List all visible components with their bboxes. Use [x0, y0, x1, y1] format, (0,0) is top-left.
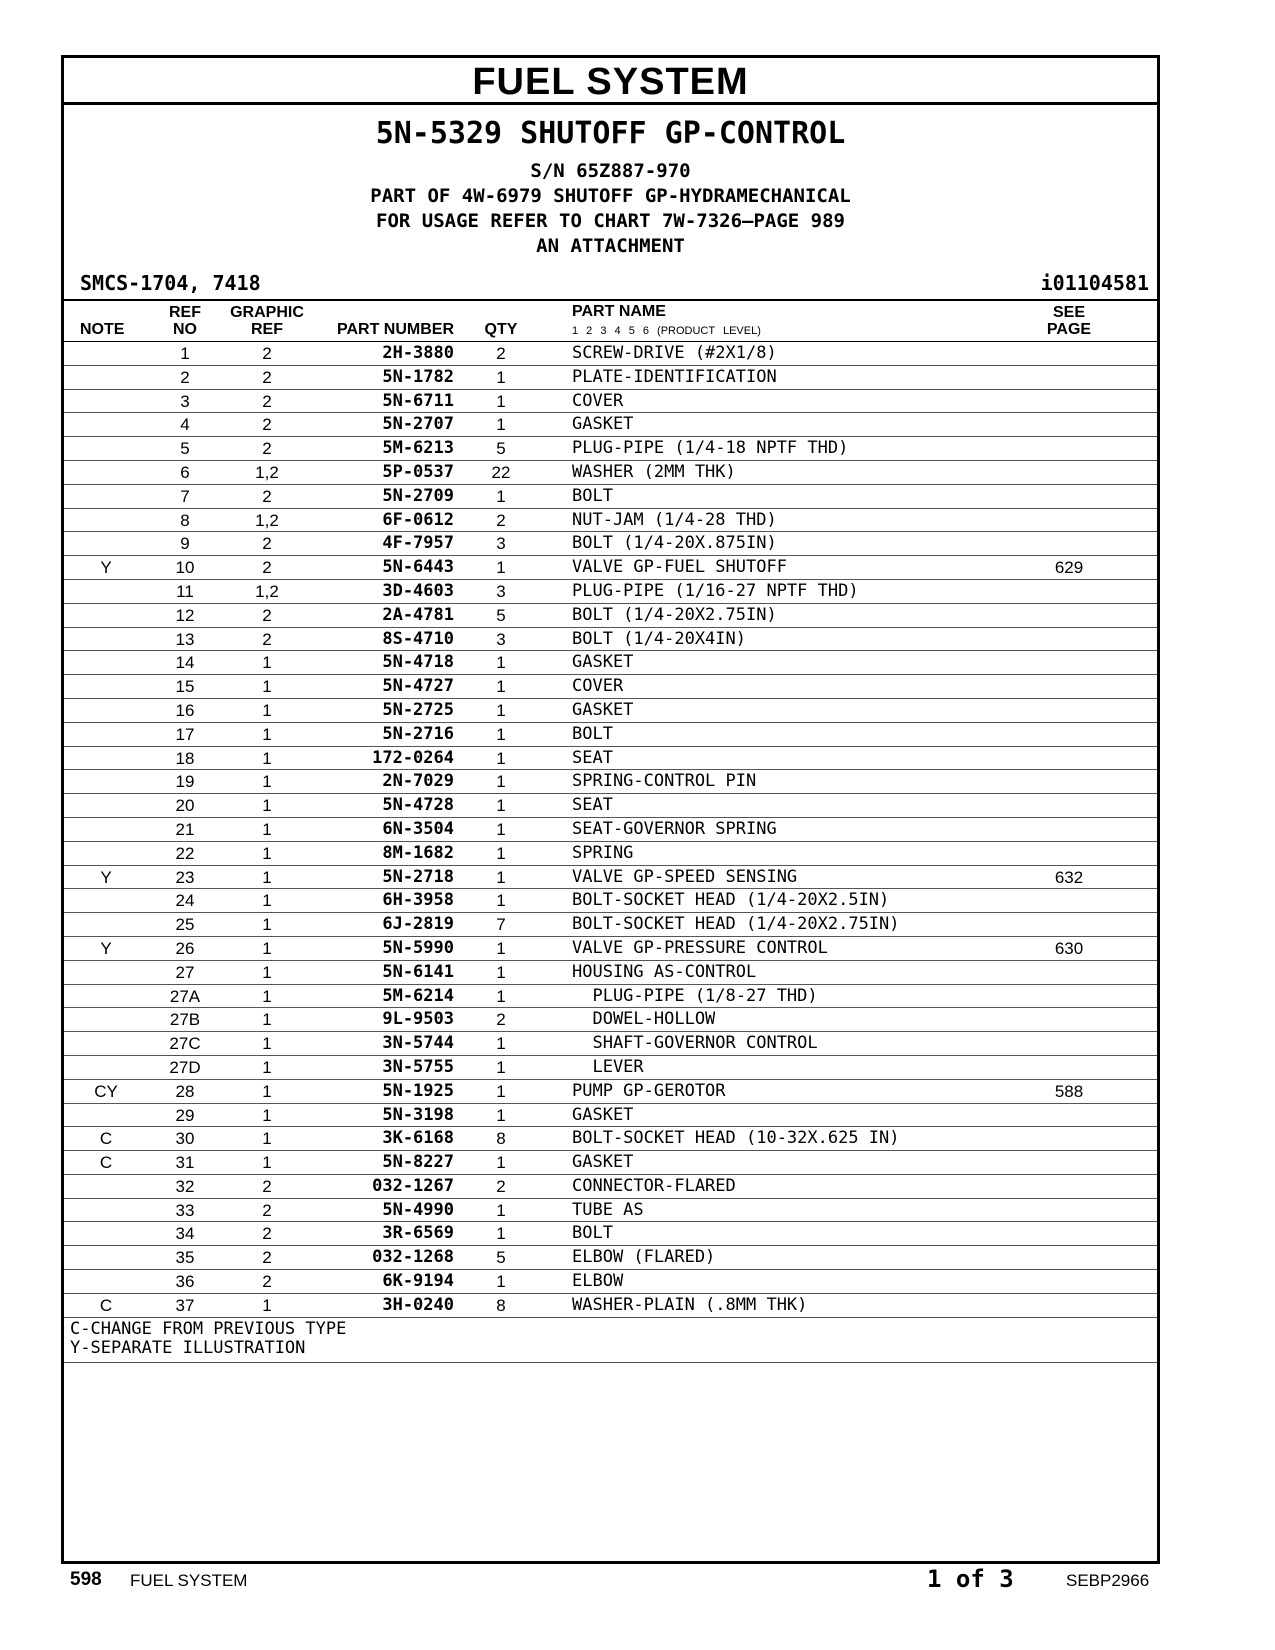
table-row	[64, 699, 1157, 723]
graphic-ref-cell: 1	[262, 700, 272, 720]
qty-cell: 1	[496, 891, 506, 911]
table-row	[64, 461, 1157, 485]
see-page-cell: 630	[1054, 938, 1084, 958]
header-block	[64, 117, 1157, 301]
part-name-cell: BOLT	[572, 1223, 613, 1244]
qty-cell: 1	[496, 1105, 506, 1125]
part-name-cell: LEVER	[572, 1056, 644, 1077]
qty-cell: 1	[496, 819, 506, 839]
qty-cell: 1	[496, 558, 506, 578]
ref-no-cell: 25	[175, 915, 195, 935]
part-number-cell: 032-1268	[372, 1247, 454, 1268]
part-name-cell: BOLT	[572, 485, 613, 506]
graphic-ref-cell: 1,2	[255, 581, 279, 601]
graphic-ref-cell: 1	[262, 748, 272, 768]
ref-no-cell: 15	[175, 677, 195, 697]
table-row	[64, 1270, 1157, 1294]
note-header: NOTE	[80, 321, 125, 338]
graphic-header-top: GRAPHIC	[230, 304, 304, 321]
graphic-ref-cell: 2	[262, 558, 272, 578]
table-row	[64, 675, 1157, 699]
see-page-cell: 629	[1054, 558, 1084, 578]
table-row	[64, 651, 1157, 675]
table-row	[64, 485, 1157, 509]
note-cell: C	[99, 1129, 113, 1149]
ref-no-cell: 34	[175, 1224, 195, 1244]
ref-no-cell: 3	[180, 391, 190, 411]
graphic-ref-cell: 2	[262, 439, 272, 459]
ref-no-cell: 10	[175, 558, 195, 578]
table-row	[64, 794, 1157, 818]
qty-cell: 2	[496, 1010, 506, 1030]
part-name-cell: PLUG-PIPE (1/4-18 NPTF THD)	[572, 438, 849, 459]
ref-no-cell: 19	[175, 772, 195, 792]
table-row	[64, 1104, 1157, 1128]
graphic-ref-cell: 1	[262, 653, 272, 673]
qty-cell: 2	[496, 1176, 506, 1196]
note-cell: Y	[100, 938, 112, 958]
graphic-ref-cell: 2	[262, 1224, 272, 1244]
footer-doc-id: SEBP2966	[1066, 1571, 1150, 1590]
table-row	[64, 556, 1157, 580]
part-name-cell: GASKET	[572, 414, 634, 435]
part-number-cell: 8S-4710	[382, 628, 454, 649]
part-name-cell: SEAT-GOVERNOR SPRING	[572, 818, 777, 839]
footer-sheet-count: 1 of 3	[927, 1565, 1014, 1593]
qty-cell: 1	[496, 1081, 506, 1101]
part-number-cell: 5N-6711	[382, 390, 454, 411]
table-row	[64, 985, 1157, 1009]
part-number-cell: 2N-7029	[382, 771, 454, 792]
column-header	[64, 301, 1157, 342]
graphic-ref-cell: 1	[262, 843, 272, 863]
part-name-cell: BOLT-SOCKET HEAD (1/4-20X2.75IN)	[572, 914, 900, 935]
table-row	[64, 1222, 1157, 1246]
graphic-ref-cell: 1	[262, 796, 272, 816]
part-number-cell: 6N-3504	[382, 818, 454, 839]
ref-no-cell: 20	[175, 796, 195, 816]
product-level-header: 1 2 3 4 5 6 (PRODUCT LEVEL)	[572, 325, 761, 337]
qty-cell: 2	[496, 344, 506, 363]
table-row	[64, 437, 1157, 461]
part-number-cell: 8M-1682	[382, 842, 454, 863]
ref-no-cell: 8	[180, 510, 190, 530]
group-title: 5N-5329 SHUTOFF GP-CONTROL	[375, 116, 846, 151]
note-cell: C	[99, 1153, 113, 1173]
table-row	[64, 770, 1157, 794]
qty-cell: 1	[496, 867, 506, 887]
ref-no-cell: 31	[175, 1153, 195, 1173]
part-name-cell: NUT-JAM (1/4-28 THD)	[572, 509, 777, 530]
table-row	[64, 1080, 1157, 1104]
graphic-ref-cell: 2	[262, 1248, 272, 1268]
note-cell: CY	[94, 1081, 118, 1101]
graphic-ref-cell: 1,2	[255, 510, 279, 530]
part-name-cell: TUBE AS	[572, 1199, 644, 1220]
see-page-header-bottom: PAGE	[1046, 321, 1092, 338]
part-name-cell: SHAFT-GOVERNOR CONTROL	[572, 1033, 818, 1054]
graphic-ref-cell: 1,2	[255, 462, 279, 482]
qty-cell: 1	[496, 653, 506, 673]
ref-no-cell: 36	[175, 1272, 195, 1292]
part-name-cell: BOLT (1/4-20X.875IN)	[572, 533, 777, 554]
part-number-header: PART NUMBER	[336, 321, 454, 338]
graphic-ref-cell: 1	[262, 986, 272, 1006]
graphic-ref-cell: 1	[262, 1057, 272, 1077]
qty-cell: 1	[496, 677, 506, 697]
graphic-ref-cell: 2	[262, 415, 272, 435]
qty-cell: 1	[496, 1057, 506, 1077]
part-number-cell: 5N-4727	[382, 676, 454, 697]
part-number-cell: 5N-6443	[382, 557, 454, 578]
part-number-cell: 2H-3880	[382, 343, 454, 363]
ref-no-cell: 21	[175, 819, 195, 839]
part-number-cell: 6K-9194	[382, 1271, 454, 1292]
ref-no-cell: 27C	[169, 1034, 201, 1054]
page-frame	[61, 55, 1160, 1564]
ref-no-cell: 16	[175, 700, 195, 720]
qty-cell: 1	[496, 1200, 506, 1220]
ref-no-cell: 37	[175, 1295, 195, 1315]
table-row	[64, 1246, 1157, 1270]
table-row	[64, 1056, 1157, 1080]
table-row	[64, 1032, 1157, 1056]
part-number-cell: 5P-0537	[382, 461, 454, 482]
ref-no-cell: 14	[175, 653, 195, 673]
part-name-cell: BOLT (1/4-20X2.75IN)	[572, 604, 777, 625]
part-number-cell: 5N-2709	[382, 485, 454, 506]
part-number-cell: 5N-1925	[382, 1080, 454, 1101]
ref-no-cell: 9	[180, 534, 190, 554]
qty-cell: 8	[496, 1129, 506, 1149]
table-row	[64, 532, 1157, 556]
table-row	[64, 1127, 1157, 1151]
graphic-ref-cell: 1	[262, 677, 272, 697]
ref-no-cell: 17	[175, 724, 195, 744]
graphic-ref-cell: 2	[262, 344, 272, 363]
ref-no-cell: 29	[175, 1105, 195, 1125]
qty-cell: 2	[496, 510, 506, 530]
ref-no-cell: 27A	[169, 986, 201, 1006]
part-number-cell: 3R-6569	[382, 1223, 454, 1244]
graphic-ref-cell: 1	[262, 962, 272, 982]
part-number-cell: 5N-4728	[382, 795, 454, 816]
qty-cell: 1	[496, 1034, 506, 1054]
qty-cell: 5	[496, 605, 506, 625]
part-name-cell: PLUG-PIPE (1/8-27 THD)	[572, 985, 818, 1006]
part-number-cell: 5M-6214	[382, 985, 454, 1006]
ref-no-cell: 2	[180, 367, 190, 387]
part-name-cell: SPRING-CONTROL PIN	[572, 771, 757, 792]
part-number-cell: 5N-5990	[382, 937, 454, 958]
qty-cell: 1	[496, 772, 506, 792]
part-name-cell: GASKET	[572, 1152, 634, 1173]
qty-cell: 1	[496, 391, 506, 411]
qty-cell: 5	[496, 439, 506, 459]
ref-no-cell: 32	[175, 1176, 195, 1196]
part-name-cell: WASHER (2MM THK)	[572, 461, 736, 482]
note-cell: Y	[100, 867, 112, 887]
part-name-cell: ELBOW (FLARED)	[572, 1247, 716, 1268]
graphic-ref-cell: 1	[262, 1153, 272, 1173]
table-row	[64, 889, 1157, 913]
part-name-cell: VALVE GP-FUEL SHUTOFF	[572, 557, 787, 578]
qty-cell: 1	[496, 748, 506, 768]
graphic-ref-cell: 2	[262, 1176, 272, 1196]
graphic-ref-cell: 1	[262, 867, 272, 887]
graphic-ref-cell: 1	[262, 1105, 272, 1125]
qty-cell: 1	[496, 700, 506, 720]
part-name-cell: COVER	[572, 676, 624, 697]
ref-header-bottom: NO	[173, 321, 197, 338]
part-number-cell: 3K-6168	[382, 1128, 454, 1149]
qty-cell: 1	[496, 796, 506, 816]
table-row	[64, 723, 1157, 747]
ref-no-cell: 35	[175, 1248, 195, 1268]
table-row	[64, 1151, 1157, 1175]
qty-cell: 1	[496, 986, 506, 1006]
part-number-cell: 5N-6141	[382, 961, 454, 982]
ref-no-cell: 5	[180, 439, 190, 459]
table-row	[64, 747, 1157, 771]
graphic-ref-cell: 1	[262, 772, 272, 792]
part-number-cell: 5N-2718	[382, 866, 454, 887]
table-row	[64, 866, 1157, 890]
qty-cell: 3	[496, 629, 506, 649]
table-row	[64, 366, 1157, 390]
qty-cell: 1	[496, 724, 506, 744]
part-name-cell: GASKET	[572, 699, 634, 720]
qty-cell: 1	[496, 1153, 506, 1173]
smcs-code: SMCS-1704, 7418	[80, 271, 261, 295]
ref-no-cell: 28	[175, 1081, 195, 1101]
graphic-ref-cell: 1	[262, 891, 272, 911]
table-row	[64, 509, 1157, 533]
graphic-ref-cell: 2	[262, 367, 272, 387]
see-page-header-top: SEE	[1052, 304, 1085, 321]
table-row	[64, 413, 1157, 437]
table-row	[64, 1294, 1157, 1318]
part-name-cell: SEAT	[572, 747, 613, 768]
graphic-header-bottom: REF	[251, 321, 283, 338]
part-name-cell: HOUSING AS-CONTROL	[572, 961, 757, 982]
graphic-ref-cell: 2	[262, 629, 272, 649]
qty-cell: 1	[496, 486, 506, 506]
part-number-cell: 4F-7957	[382, 533, 454, 554]
ref-no-cell: 22	[175, 843, 195, 863]
part-name-cell: COVER	[572, 390, 624, 411]
part-name-cell: BOLT	[572, 723, 613, 744]
ref-no-cell: 1	[180, 344, 190, 363]
part-number-cell: 6F-0612	[382, 509, 454, 530]
usage-line: FOR USAGE REFER TO CHART 7W-7326—PAGE 989	[376, 210, 845, 232]
part-name-cell: VALVE GP-SPEED SENSING	[572, 866, 798, 887]
graphic-ref-cell: 1	[262, 1129, 272, 1149]
part-number-cell: 5M-6213	[382, 438, 454, 459]
table-row	[64, 342, 1157, 366]
qty-cell: 1	[496, 1224, 506, 1244]
part-number-cell: 5N-2725	[382, 699, 454, 720]
table-row	[64, 913, 1157, 937]
qty-cell: 3	[496, 581, 506, 601]
qty-cell: 1	[496, 938, 506, 958]
graphic-ref-cell: 2	[262, 486, 272, 506]
part-name-cell: BOLT (1/4-20X4IN)	[572, 628, 746, 649]
part-number-cell: 6H-3958	[382, 890, 454, 911]
qty-cell: 1	[496, 415, 506, 435]
note-cell: Y	[100, 558, 112, 578]
part-number-cell: 5N-3198	[382, 1104, 454, 1125]
table-row	[64, 390, 1157, 414]
ref-no-cell: 27D	[169, 1057, 201, 1077]
part-number-cell: 6J-2819	[382, 914, 454, 935]
illustration-id: i01104581	[1040, 271, 1149, 295]
graphic-ref-cell: 1	[262, 724, 272, 744]
part-name-cell: PUMP GP-GEROTOR	[572, 1080, 726, 1101]
ref-no-cell: 11	[176, 581, 194, 601]
part-name-cell: BOLT-SOCKET HEAD (10-32X.625 IN)	[572, 1128, 900, 1149]
qty-cell: 1	[496, 962, 506, 982]
part-number-cell: 5N-8227	[382, 1152, 454, 1173]
qty-cell: 5	[496, 1248, 506, 1268]
table-row	[64, 937, 1157, 961]
qty-cell: 22	[491, 462, 511, 482]
table-row	[64, 842, 1157, 866]
ref-no-cell: 26	[175, 938, 195, 958]
part-name-cell: GASKET	[572, 652, 634, 673]
ref-no-cell: 27B	[169, 1010, 201, 1030]
table-row	[64, 604, 1157, 628]
graphic-ref-cell: 2	[262, 391, 272, 411]
parts-list	[64, 342, 1157, 1318]
part-name-cell: SPRING	[572, 842, 634, 863]
part-name-cell: DOWEL-HOLLOW	[572, 1009, 716, 1030]
qty-cell: 8	[496, 1295, 506, 1315]
ref-no-cell: 6	[180, 462, 190, 482]
part-number-cell: 5N-2716	[382, 723, 454, 744]
ref-header-top: REF	[169, 304, 201, 321]
part-name-cell: CONNECTOR-FLARED	[572, 1175, 736, 1196]
graphic-ref-cell: 2	[262, 1272, 272, 1292]
part-number-cell: 3N-5755	[382, 1056, 454, 1077]
attachment-line: AN ATTACHMENT	[536, 235, 685, 257]
part-name-cell: VALVE GP-PRESSURE CONTROL	[572, 937, 828, 958]
part-name-header: PART NAME	[572, 303, 666, 320]
table-row	[64, 628, 1157, 652]
graphic-ref-cell: 1	[262, 1010, 272, 1030]
qty-cell: 1	[496, 367, 506, 387]
part-name-cell: PLUG-PIPE (1/16-27 NPTF THD)	[572, 580, 859, 601]
part-number-cell: 5N-4718	[382, 652, 454, 673]
part-of-line: PART OF 4W-6979 SHUTOFF GP-HYDRAMECHANICAL	[370, 185, 851, 207]
footer-section: FUEL SYSTEM	[130, 1571, 248, 1590]
note-change: C-CHANGE FROM PREVIOUS TYPE	[70, 1318, 347, 1339]
ref-no-cell: 18	[175, 748, 195, 768]
notes-block	[64, 1318, 1157, 1363]
part-name-cell: WASHER-PLAIN (.8MM THK)	[572, 1294, 808, 1315]
table-row	[64, 580, 1157, 604]
graphic-ref-cell: 1	[262, 938, 272, 958]
part-name-cell: ELBOW	[572, 1271, 624, 1292]
graphic-ref-cell: 2	[262, 534, 272, 554]
graphic-ref-cell: 1	[262, 1295, 272, 1315]
ref-no-cell: 30	[175, 1129, 195, 1149]
page-footer	[0, 1565, 1275, 1609]
see-page-cell: 588	[1054, 1081, 1084, 1101]
part-number-cell: 172-0264	[372, 747, 454, 768]
see-page-cell: 632	[1054, 867, 1084, 887]
ref-no-cell: 33	[175, 1200, 195, 1220]
note-cell: C	[99, 1295, 113, 1315]
table-row	[64, 1199, 1157, 1223]
ref-no-cell: 7	[180, 486, 190, 506]
part-number-cell: 9L-9503	[382, 1009, 454, 1030]
part-name-cell: SCREW-DRIVE (#2X1/8)	[572, 343, 777, 363]
ref-no-cell: 23	[175, 867, 195, 887]
note-separate: Y-SEPARATE ILLUSTRATION	[70, 1337, 306, 1358]
graphic-ref-cell: 1	[262, 1034, 272, 1054]
graphic-ref-cell: 2	[262, 605, 272, 625]
graphic-ref-cell: 1	[262, 819, 272, 839]
part-name-cell: SEAT	[572, 795, 613, 816]
ref-no-cell: 13	[175, 629, 195, 649]
part-number-cell: 3H-0240	[382, 1294, 454, 1315]
table-row	[64, 1175, 1157, 1199]
graphic-ref-cell: 1	[262, 915, 272, 935]
graphic-ref-cell: 1	[262, 1081, 272, 1101]
ref-no-cell: 4	[180, 415, 190, 435]
part-number-cell: 032-1267	[372, 1175, 454, 1196]
qty-cell: 1	[496, 843, 506, 863]
qty-cell: 1	[496, 1272, 506, 1292]
qty-header: QTY	[484, 321, 518, 338]
qty-cell: 3	[496, 534, 506, 554]
ref-no-cell: 27	[175, 962, 195, 982]
part-number-cell: 2A-4781	[382, 604, 454, 625]
part-number-cell: 3N-5744	[382, 1033, 454, 1054]
part-number-cell: 5N-2707	[382, 414, 454, 435]
section-title: FUEL SYSTEM	[64, 58, 1157, 105]
part-name-cell: GASKET	[572, 1104, 634, 1125]
ref-no-cell: 12	[175, 605, 195, 625]
part-number-cell: 5N-4990	[382, 1199, 454, 1220]
serial-number: S/N 65Z887-970	[530, 160, 691, 182]
part-name-cell: PLATE-IDENTIFICATION	[572, 366, 777, 387]
part-name-cell: BOLT-SOCKET HEAD (1/4-20X2.5IN)	[572, 890, 890, 911]
graphic-ref-cell: 2	[262, 1200, 272, 1220]
table-row	[64, 961, 1157, 985]
footer-page-number: 598	[70, 1569, 102, 1590]
ref-no-cell: 24	[175, 891, 195, 911]
table-row	[64, 1008, 1157, 1032]
qty-cell: 7	[496, 915, 506, 935]
part-number-cell: 3D-4603	[382, 580, 454, 601]
part-number-cell: 5N-1782	[382, 366, 454, 387]
table-row	[64, 818, 1157, 842]
